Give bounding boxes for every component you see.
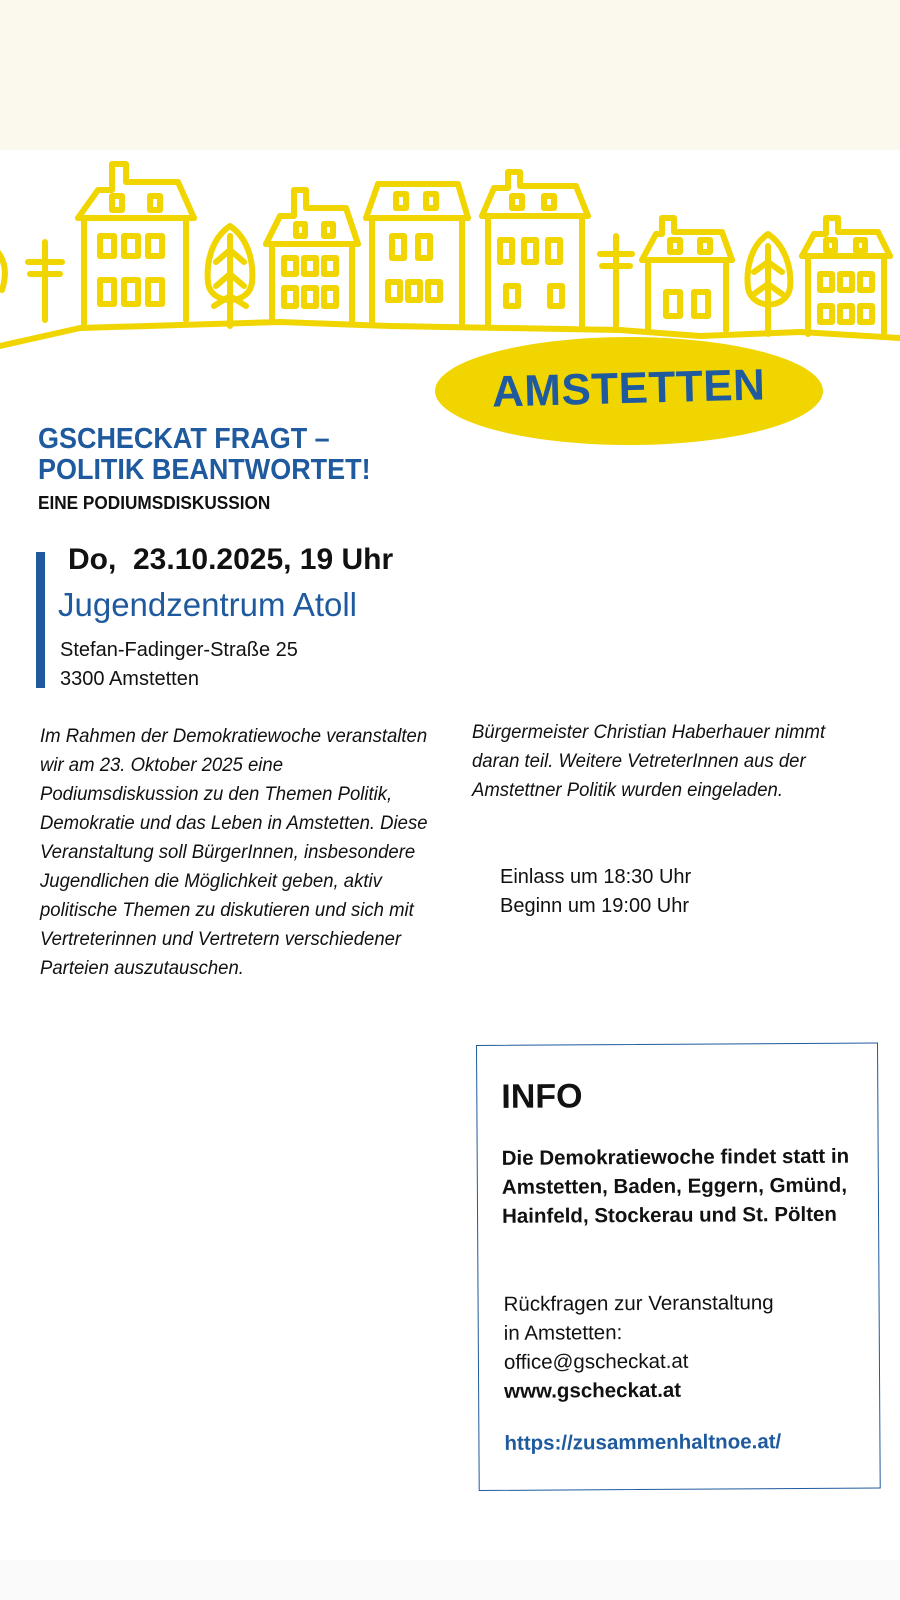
contact-email[interactable]: office@gscheckat.at — [503, 1349, 689, 1374]
zusammenhalt-link[interactable]: https://zusammenhaltnoe.at/ — [504, 1430, 782, 1455]
contact-line-1: Rückfragen zur Veranstaltung — [503, 1291, 774, 1316]
event-venue: Jugendzentrum Atoll — [58, 586, 358, 623]
info-box — [476, 1043, 881, 1491]
contact-website[interactable]: www.gscheckat.at — [504, 1378, 682, 1403]
participants-paragraph: Bürgermeister Christian Haberhauer nimmt daran teil. Weitere VetreterInnen aus der Amstettner Politik wurden eingeladen. — [472, 721, 826, 801]
info-cities: Die Demokratiewoche findet statt in Amstetten, Baden, Eggern, Gmünd, Hainfeld, Stockerau und St. Pölten — [501, 1144, 850, 1228]
start-time: Beginn um 19:00 Uhr — [500, 895, 690, 917]
subline: EINE PODIUMSDISKUSSION — [38, 492, 271, 513]
admission-time: Einlass um 18:30 Uhr — [500, 866, 692, 888]
city-name: AMSTETTEN — [491, 360, 767, 417]
address-city: 3300 Amstetten — [60, 668, 199, 690]
event-times — [500, 863, 691, 921]
event-address — [60, 636, 298, 694]
headline-line-1: GSCHECKAT FRAGT – — [38, 423, 330, 455]
info-title: INFO — [501, 1077, 583, 1116]
event-date: Do, 23.10.2025, 19 Uhr — [68, 543, 394, 576]
info-contact — [503, 1288, 874, 1406]
headline — [38, 424, 447, 486]
address-street: Stefan-Fadinger-Straße 25 — [60, 639, 298, 661]
contact-line-2: in Amstetten: — [503, 1321, 623, 1345]
city-badge — [435, 337, 823, 445]
intro-paragraph: Im Rahmen der Demokratiewoche veranstalten wir am 23. Oktober 2025 eine Podiumsdiskussion zu den Themen Politik, Demokratie und das Leben in Amstetten. Diese Veranstaltung soll BürgerInnen, insbesondere Jugendlichen die Möglichkeit geben, aktiv politische Themen zu diskutieren und sich mit Vertreterinnen und Vertretern verschiedener Parteien auszutauschen. — [40, 725, 428, 979]
bottom-band — [0, 1560, 900, 1600]
headline-line-2: POLITIK BEANTWORTET! — [38, 454, 371, 486]
accent-bar — [36, 552, 45, 688]
top-band — [0, 0, 900, 150]
